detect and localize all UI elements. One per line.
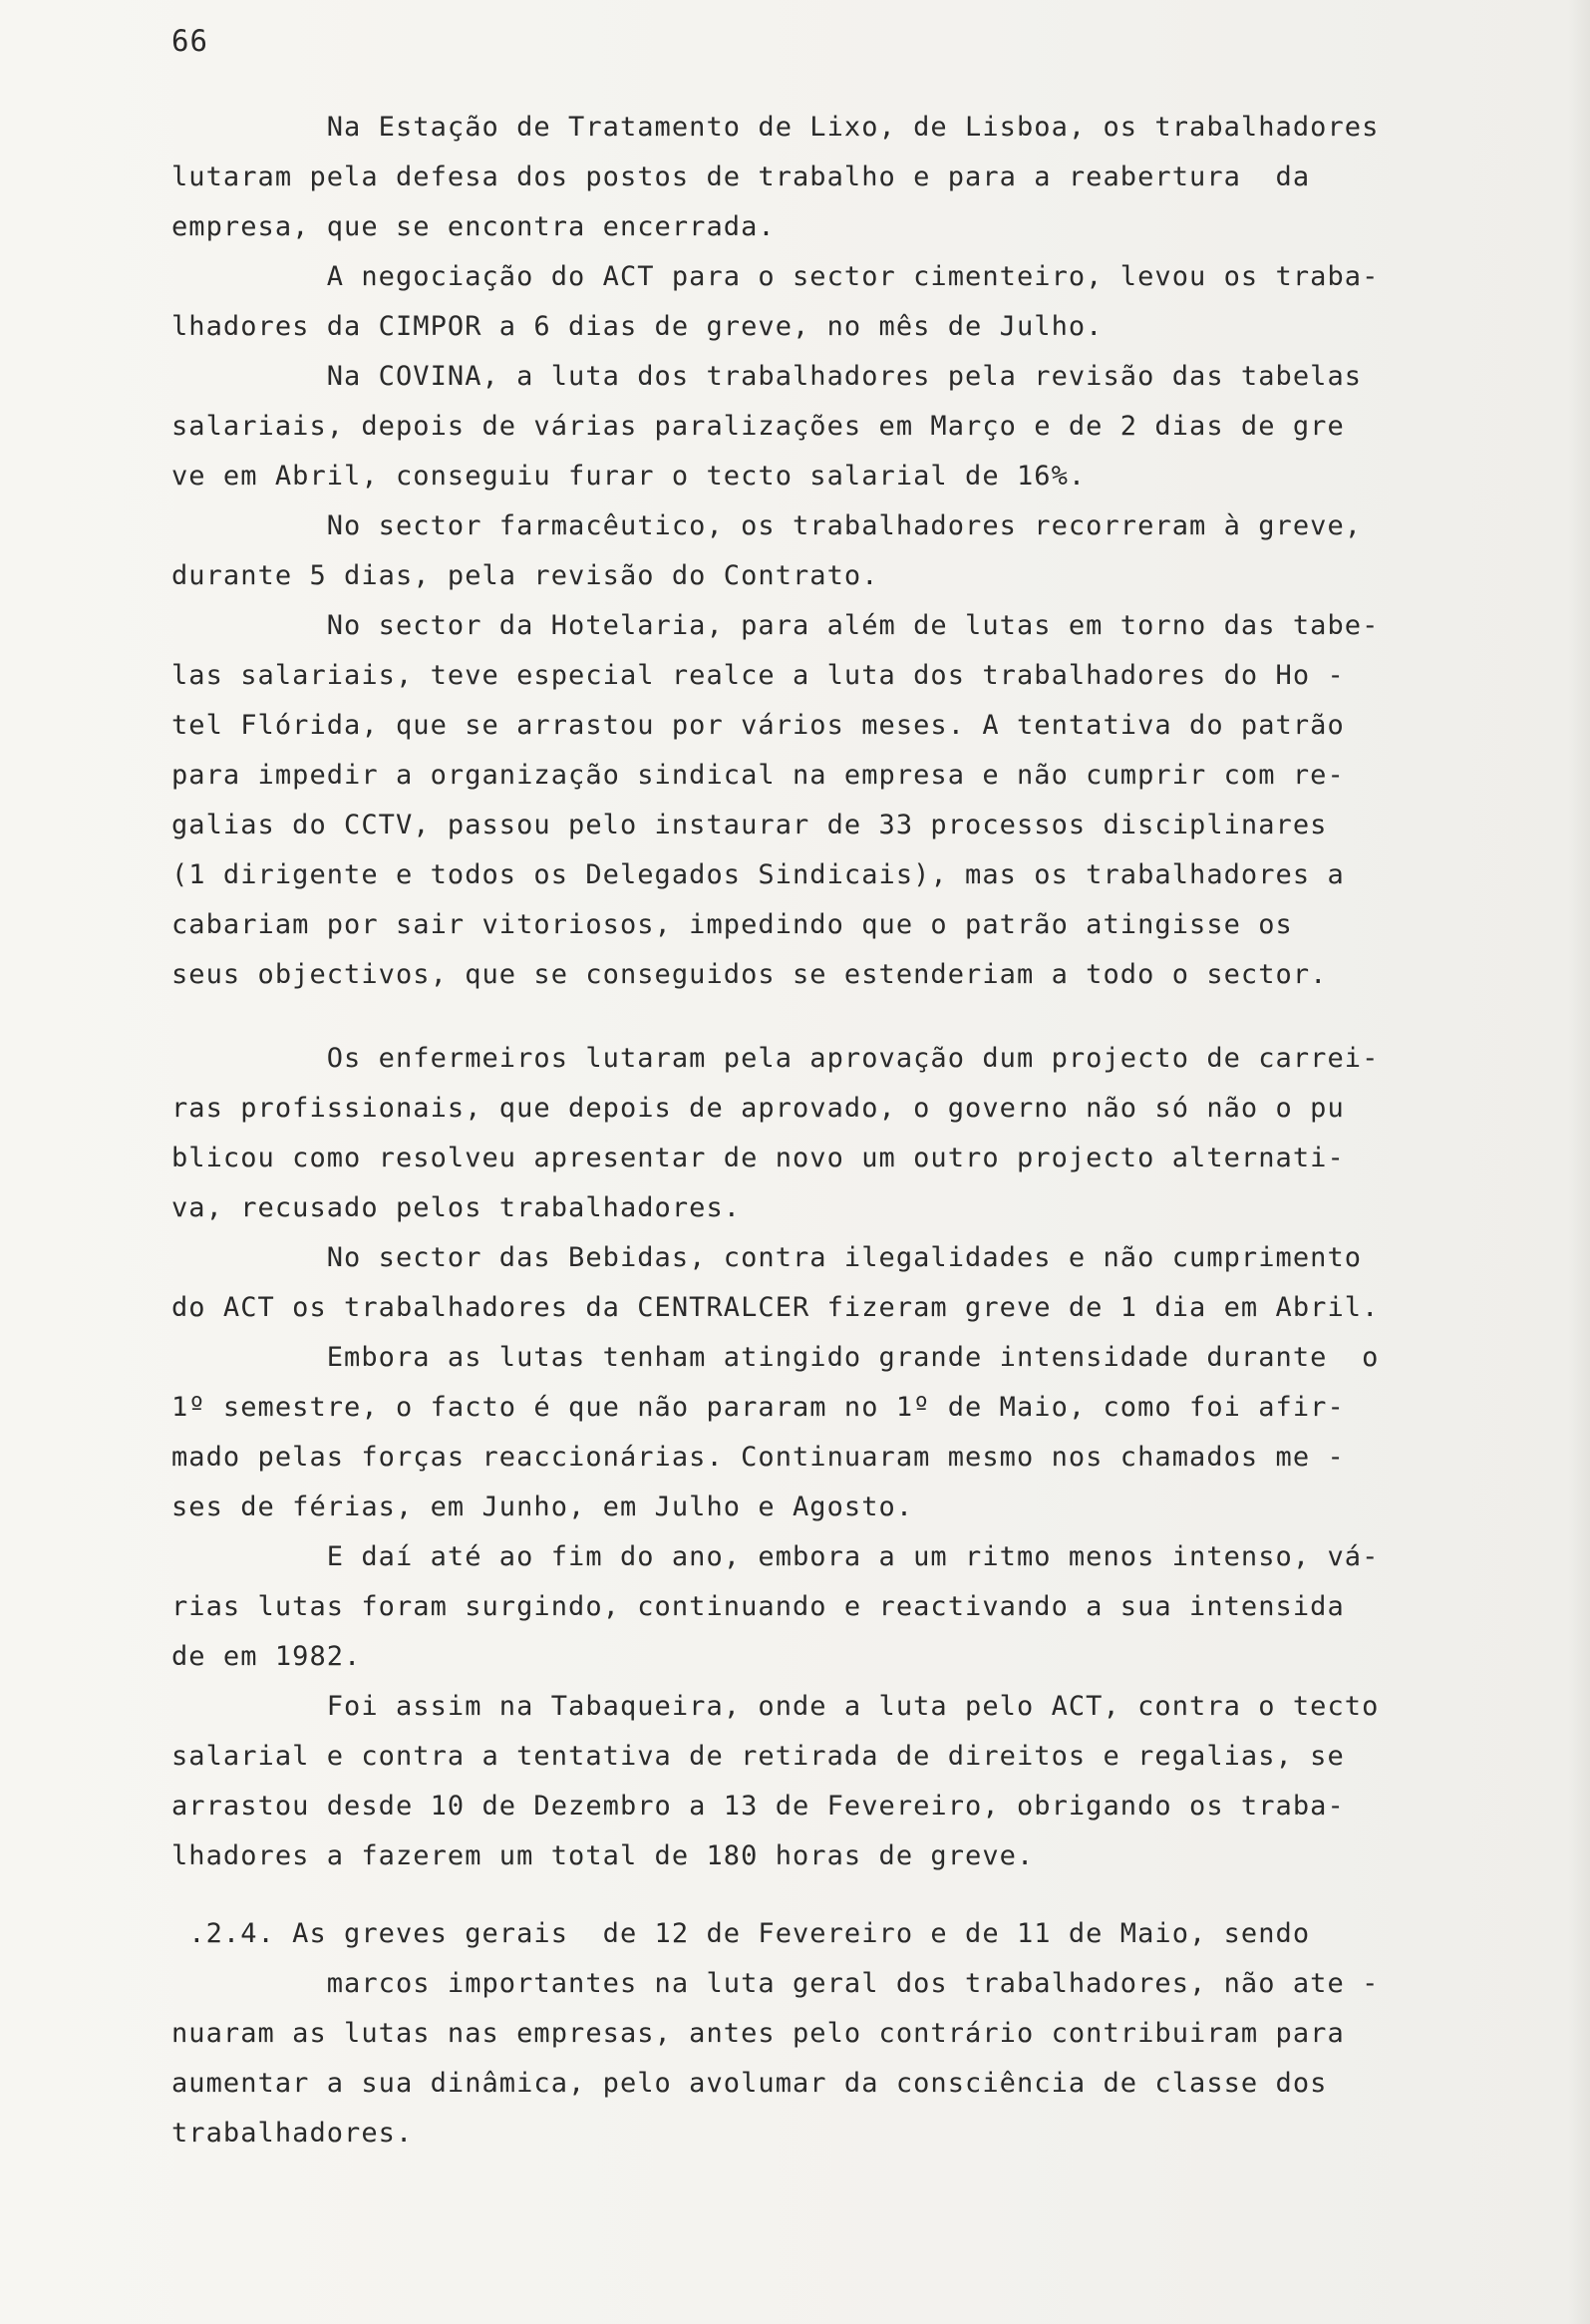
paragraph-gap <box>171 1000 1512 1034</box>
text-line: salarial e contra a tentativa de retirada de direitos e regalias, se <box>171 1741 1345 1772</box>
text-line: para impedir a organização sindical na empresa e não cumprir com re- <box>171 760 1345 791</box>
text-line: 1º semestre, o facto é que não pararam no 1º de Maio, como foi afir- <box>171 1392 1345 1423</box>
text-line: va, recusado pelos trabalhadores. <box>171 1192 742 1223</box>
text-line: nuaram as lutas nas empresas, antes pelo contrário contribuiram para <box>171 2018 1345 2049</box>
text-line: marcos importantes na luta geral dos trabalhadores, não ate - <box>171 1968 1380 1999</box>
text-line: lutaram pela defesa dos postos de trabalho e para a reabertura da <box>171 162 1311 192</box>
text-line: mado pelas forças reaccionárias. Continuaram mesmo nos chamados me - <box>171 1442 1345 1473</box>
text-line: cabariam por sair vitoriosos, impedindo que o patrão atingisse os <box>171 909 1293 940</box>
text-line: (1 dirigente e todos os Delegados Sindicais), mas os trabalhadores a <box>171 859 1345 890</box>
text-line: seus objectivos, que se conseguidos se estenderiam a todo o sector. <box>171 959 1328 990</box>
text-line: galias do CCTV, passou pelo instaurar de 33 processos disciplinares <box>171 810 1328 840</box>
text-line: de em 1982. <box>171 1641 362 1672</box>
page-number: 66 <box>171 24 208 58</box>
text-line: aumentar a sua dinâmica, pelo avolumar da consciência de classe dos <box>171 2068 1328 2099</box>
text-line: trabalhadores. <box>171 2118 414 2149</box>
text-line: No sector da Hotelaria, para além de lutas em torno das tabe- <box>171 610 1380 641</box>
text-line: salariais, depois de várias paralizações em Março e de 2 dias de gre <box>171 411 1345 442</box>
text-line: A negociação do ACT para o sector cimenteiro, levou os traba- <box>171 261 1380 292</box>
text-line: No sector farmacêutico, os trabalhadores recorreram à greve, <box>171 510 1363 541</box>
text-line: empresa, que se encontra encerrada. <box>171 211 776 242</box>
text-line: rias lutas foram surgindo, continuando e reactivando a sua intensida <box>171 1591 1345 1622</box>
text-line: blicou como resolveu apresentar de novo um outro projecto alternati- <box>171 1143 1345 1173</box>
page-edge-shadow <box>1568 0 1590 2324</box>
text-line: E daí até ao fim do ano, embora a um ritmo menos intenso, vá- <box>171 1541 1380 1572</box>
text-line: tel Flórida, que se arrastou por vários meses. A tentativa do patrão <box>171 710 1345 741</box>
section-heading-line: .2.4. As greves gerais de 12 de Fevereiro e de 11 de Maio, sendo <box>171 1918 1311 1949</box>
text-line: las salariais, teve especial realce a luta dos trabalhadores do Ho - <box>171 660 1345 691</box>
text-line: Na COVINA, a luta dos trabalhadores pela revisão das tabelas <box>171 361 1363 392</box>
text-line: ve em Abril, conseguiu furar o tecto salarial de 16%. <box>171 461 1087 492</box>
body-text <box>171 103 1512 2158</box>
text-line: durante 5 dias, pela revisão do Contrato. <box>171 560 879 591</box>
text-line: Na Estação de Tratamento de Lixo, de Lisboa, os trabalhadores <box>171 112 1380 143</box>
text-line: lhadores da CIMPOR a 6 dias de greve, no mês de Julho. <box>171 311 1104 342</box>
text-line: Foi assim na Tabaqueira, onde a luta pelo ACT, contra o tecto <box>171 1691 1380 1722</box>
text-line: No sector das Bebidas, contra ilegalidades e não cumprimento <box>171 1242 1363 1273</box>
text-line: do ACT os trabalhadores da CENTRALCER fizeram greve de 1 dia em Abril. <box>171 1292 1380 1323</box>
paragraph-gap <box>171 1881 1512 1909</box>
text-line: lhadores a fazerem um total de 180 horas de greve. <box>171 1840 1035 1871</box>
text-line: ras profissionais, que depois de aprovado, o governo não só não o pu <box>171 1093 1345 1124</box>
text-line: Embora as lutas tenham atingido grande intensidade durante o <box>171 1342 1380 1373</box>
text-line: Os enfermeiros lutaram pela aprovação dum projecto de carrei- <box>171 1043 1380 1074</box>
text-line: ses de férias, em Junho, em Julho e Agosto. <box>171 1492 914 1522</box>
text-line: arrastou desde 10 de Dezembro a 13 de Fevereiro, obrigando os traba- <box>171 1791 1345 1822</box>
